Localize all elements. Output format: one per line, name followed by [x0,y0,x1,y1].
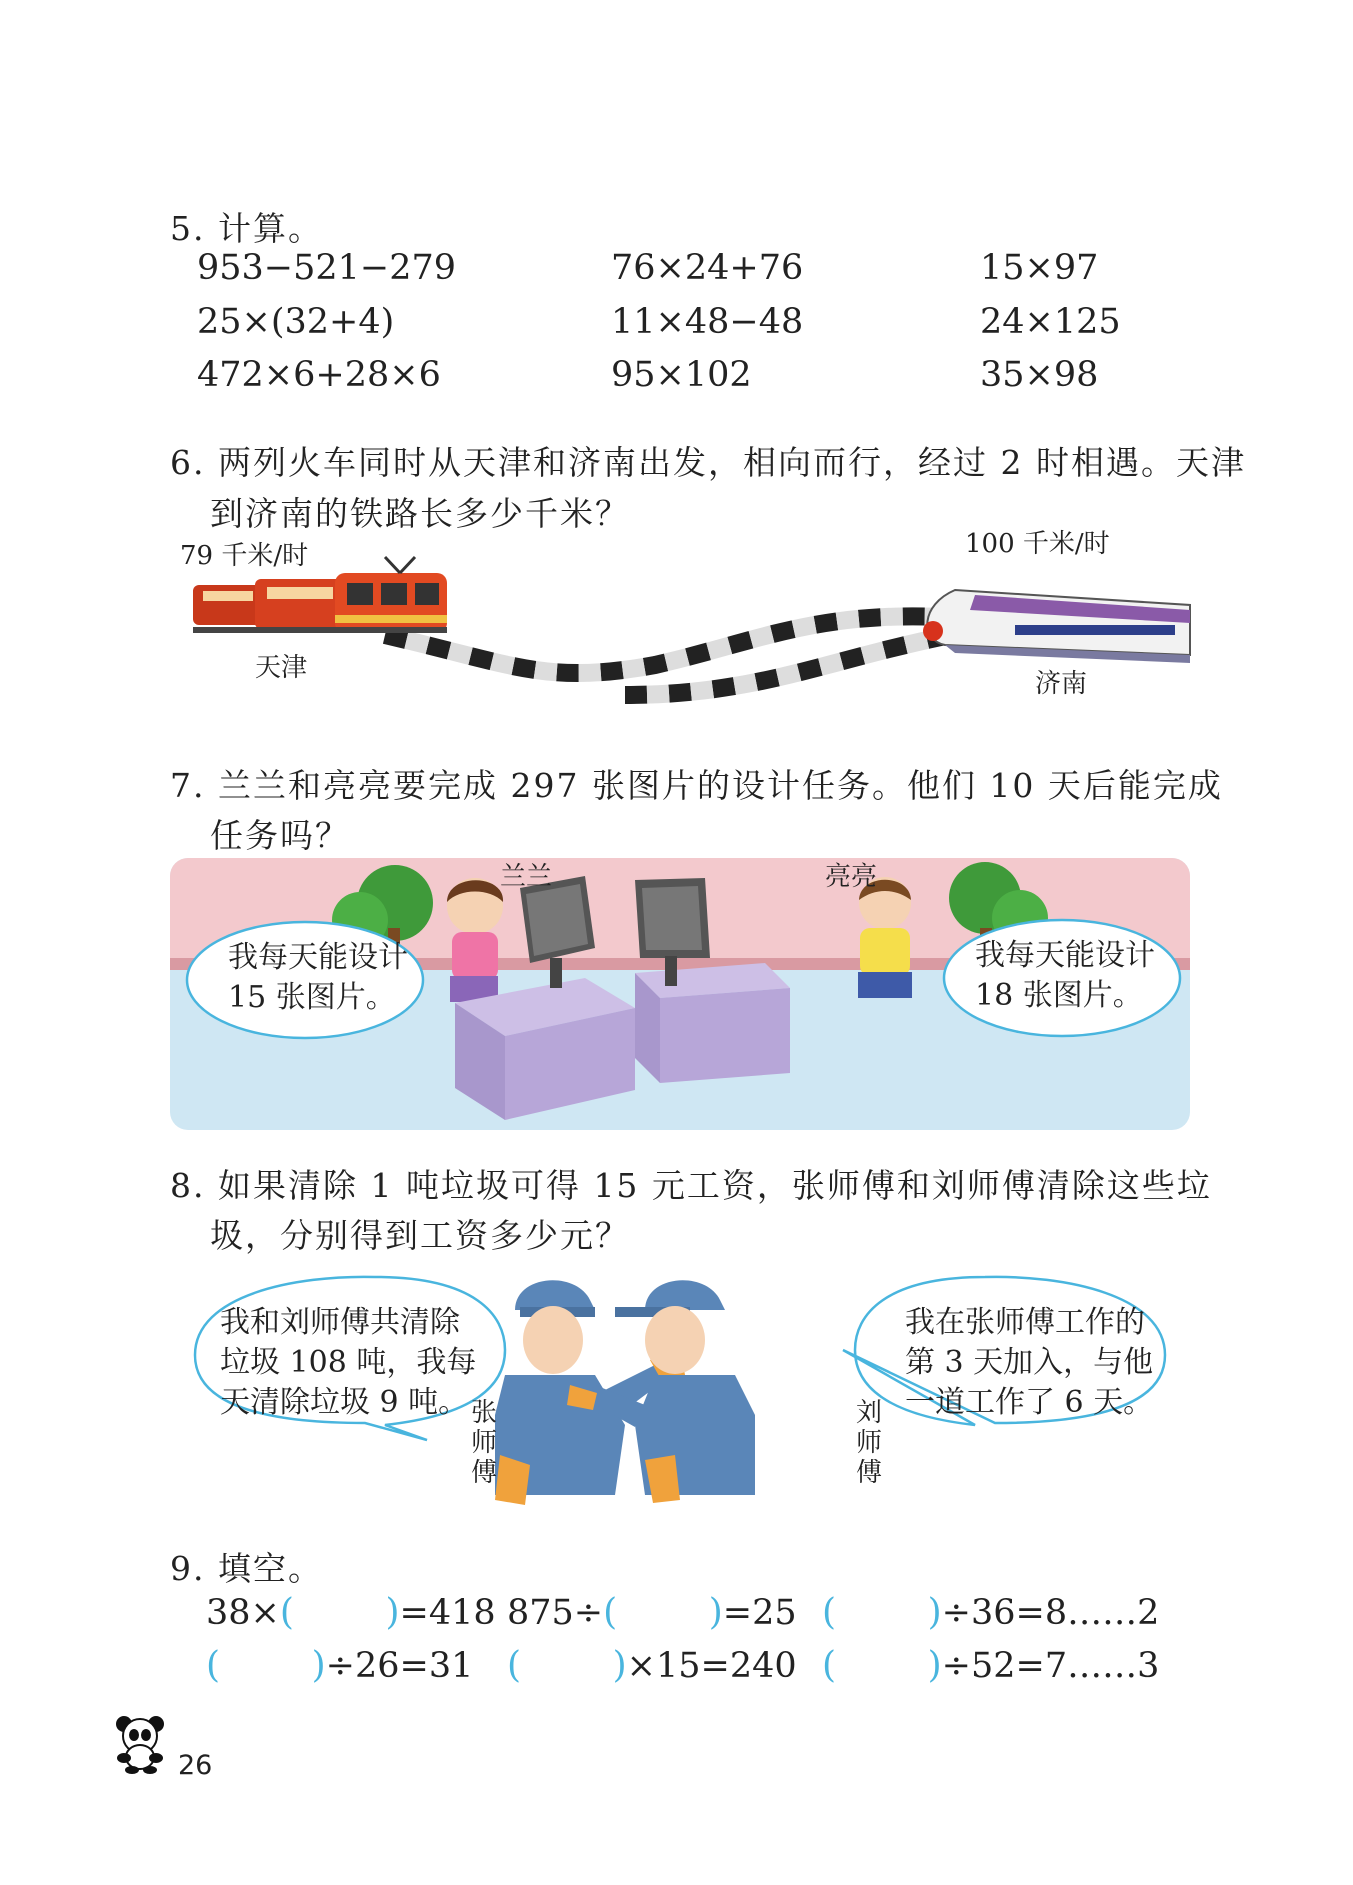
right-city-label: 济南 [1035,669,1088,699]
q8-text-line1: 8. 如果清除 1 吨垃圾可得 15 元工资，张师傅和刘师傅清除这些垃 [170,1166,1212,1205]
blank-input[interactable]: ( ) [279,1592,400,1633]
boy-liangliang-figure [858,877,912,998]
blank-suffix: =25 [722,1592,797,1633]
q7-text-line1: 7. 兰兰和亮亮要完成 297 张图片的设计任务。他们 10 天后能完成 [170,766,1223,805]
zhang-bubble-line: 垃圾 108 吨，我每 [220,1345,477,1380]
panda-icon [110,1712,172,1774]
q5-expr: 76×24+76 [611,248,804,288]
q5-expr: 472×6+28×6 [197,355,441,395]
girl-bubble-line: 我每天能设计 [228,940,408,975]
fill-blank-item [822,1592,1159,1633]
boy-name-label: 亮亮 [825,862,878,892]
blank-input[interactable]: ( ) [822,1592,942,1633]
zhang-bubble-line: 天清除垃圾 9 吨。 [220,1385,469,1420]
blank-input[interactable]: ( ) [507,1645,627,1686]
blank-input[interactable]: ( ) [822,1645,942,1686]
fill-blank-item [206,1592,496,1633]
office-scene [170,858,1190,1130]
blank-prefix: 875÷ [507,1592,604,1633]
q5-expr: 953−521−279 [197,248,457,288]
q6-text-line2: 到济南的铁路长多少千米？ [210,494,630,533]
fill-blank-item [507,1592,797,1633]
blank-suffix: ÷26=31 [325,1645,474,1686]
zhang-label: 张师傅 [470,1398,497,1488]
girl-name-label: 兰兰 [500,862,553,892]
q5-title: 5. 计算。 [170,209,323,248]
boy-bubble-line: 我每天能设计 [975,938,1155,973]
q5-expr: 35×98 [980,355,1099,395]
left-desk [455,978,635,1120]
right-desk [635,963,790,1083]
q7-text-line2: 任务吗？ [210,816,350,855]
girl-lanlan-figure [447,878,503,1002]
fill-blank-item [822,1645,1159,1686]
q5-expr: 95×102 [611,355,752,395]
liu-bubble-line: 一道工作了 6 天。 [905,1385,1154,1420]
left-city-label: 天津 [255,653,308,683]
q5-expr: 24×125 [980,302,1121,342]
blank-suffix: ×15=240 [626,1645,797,1686]
fill-blank-item [507,1645,797,1686]
blank-suffix: =418 [399,1592,496,1633]
q5-expr: 15×97 [980,248,1099,288]
right-train-speed: 100 千米/时 [965,529,1110,559]
girl-bubble-line: 15 张图片。 [228,980,396,1015]
boy-bubble-line: 18 张图片。 [975,978,1143,1013]
liu-bubble-line: 我在张师傅工作的 [905,1305,1145,1340]
liu-bubble-line: 第 3 天加入，与他 [905,1345,1154,1380]
train-illustration [180,529,1195,730]
q8-text-line2: 圾，分别得到工资多少元？ [210,1216,630,1255]
railway-track-graphic [185,535,1195,730]
left-train-speed: 79 千米/时 [180,541,309,571]
q9-title: 9. 填空。 [170,1549,323,1588]
fill-blank-item [206,1645,473,1686]
blank-prefix: 38× [206,1592,280,1633]
blank-input[interactable]: ( ) [206,1645,326,1686]
q5-expr: 11×48−48 [611,302,804,342]
q5-expr: 25×(32+4) [197,302,395,342]
blank-input[interactable]: ( ) [603,1592,723,1633]
workers-illustration [175,1265,1185,1510]
page-number: 26 [178,1750,213,1781]
bullet-train-icon [923,590,1190,663]
blank-suffix: ÷36=8……2 [941,1592,1160,1633]
zhang-bubble-line: 我和刘师傅共清除 [220,1305,460,1340]
blank-suffix: ÷52=7……3 [941,1645,1160,1686]
q6-text-line1: 6. 两列火车同时从天津和济南出发，相向而行，经过 2 时相遇。天津 [170,443,1246,482]
liu-label: 刘师傅 [855,1398,882,1488]
